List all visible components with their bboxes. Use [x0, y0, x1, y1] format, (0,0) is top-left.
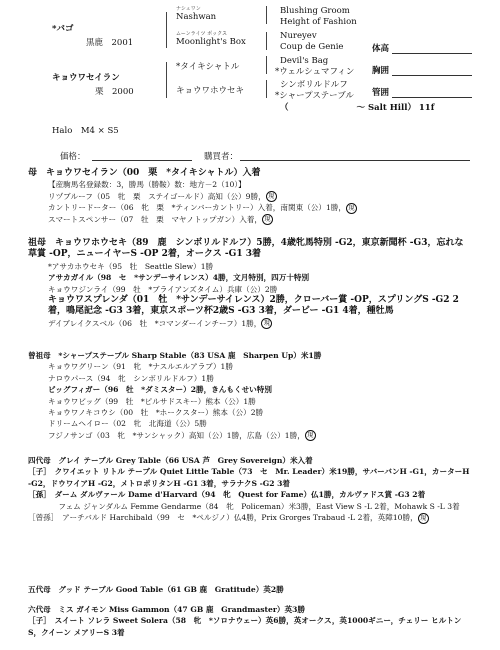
list-item-text: デイブレイクスベル（06 牡 *コマンダーインチーフ）1勝， [48, 318, 262, 328]
list-item: キョウワノキコウシ（00 牡 *ホークスター）熊本（公）2勝 [48, 408, 264, 418]
circle-mark: 現 [266, 191, 277, 202]
sixth-dam-heading: 六代母 ミス ガイモン Miss Gammon（47 GB 鹿 Grandmaster）英3勝 [28, 605, 305, 614]
circle-mark: 現 [261, 318, 272, 329]
sire-dam-ruby: ムーンライツ ボックス [176, 31, 228, 37]
bracket-g2-3 [266, 56, 267, 74]
list-item: ドリームヘイロー（02 牝 北海道（公）5勝 [48, 419, 207, 429]
list-item [28, 191, 472, 203]
price-label: 価格： [60, 152, 86, 162]
cannon-label: 管囲 [372, 88, 390, 98]
list-item [28, 214, 472, 226]
chest-label: 胸囲 [372, 66, 390, 76]
list-item: *アサカホウセキ（95 牡 Seattle Slew）1勝 [48, 261, 214, 271]
fourth-dam-heading: 四代母 グレイ テーブル Grey Table（66 USA 芦 Grey Sovereign）米入着 [28, 456, 313, 465]
list-item: ビッグフィガー（96 牡 *ダミスター）2勝，きんもくせい特別 [48, 385, 272, 395]
list-item: キョウワグリーン（91 牝 *ナスルエルアラブ）1勝 [48, 362, 233, 372]
sire-dam-name: Moonlight's Box [176, 37, 246, 47]
g3-6: *ウェルシュマフィン [275, 67, 355, 77]
dam-sire-name: *タイキシャトル [176, 62, 240, 72]
circle-mark: 現 [262, 214, 273, 225]
circle-mark: 現 [305, 430, 316, 441]
circle-mark: 現 [418, 513, 429, 524]
dam-dam-name: キョウワホウセキ [176, 86, 245, 96]
bracket-dam [166, 62, 167, 98]
dam-heading: 母 キョウワセイラン（00 栗 *タイキシャトル）入着 [28, 168, 261, 178]
list-item-text: カントリードーター（06 牝 栗 *ティンバーカントリー）入着，南関東（公）1勝， [48, 203, 346, 213]
cannon-line [392, 97, 472, 98]
list-item-text: ［曾孫］ アーチバルド Harchibald（99 セ *ペルジノ）仏4勝，Prix Grorges Trabaud -L 2着，英障10勝， [28, 513, 418, 523]
buyer-line [240, 160, 470, 161]
list-item [28, 202, 472, 214]
bracket-sire [166, 12, 167, 48]
fifth-dam-heading: 五代母 グッド テーブル Good Table（61 GB 鹿 Gratitude）英2勝 [28, 585, 284, 594]
list-item: キョウワスプレンダ（01 牡 *サンデーサイレンス）2勝，クローバー賞 -OP，スプリングS -G2 2着，鳴尾記念 -G3 3着，東京スポーツ杯2歳S -G3 3着，ダービー -G1 4着，種牡馬 [48, 295, 459, 317]
list-item-text: リヅブルーフ（05 牝 栗 ステイゴールド）高知（公）9勝， [48, 191, 266, 201]
dam-name: キョウワセイラン [52, 73, 120, 83]
g3-4: Coup de Genie [280, 42, 344, 52]
price-line [92, 160, 192, 161]
g3-extra: （ ～ Salt Hill） 11f [280, 103, 435, 113]
g3-8: *シャープステーブル [275, 91, 354, 101]
dam-coat-year: 栗 2000 [95, 87, 134, 97]
list-item [28, 318, 472, 330]
fifth-dam-section [28, 584, 472, 595]
bracket-g2-1 [266, 6, 267, 24]
sire-coat-year: 黒鹿 2001 [86, 38, 134, 48]
g3-2: Height of Fashion [280, 17, 357, 27]
granddam-heading: 祖母 キョウワホウセキ（89 鹿 シンボリルドルフ）5勝，4歳牝馬特別 -G2，東京新聞杯 -G3，忘れな草賞 -OP，ニューイヤーS -OP 2着，オークス -G1 3着 [28, 238, 464, 260]
sixth-dam-section [28, 604, 472, 638]
buyer-label: 購買者： [204, 152, 239, 162]
dam-section [28, 168, 472, 225]
fourth-dam-section [28, 455, 472, 524]
sire-name: *バゴ [52, 24, 74, 34]
list-item [28, 430, 472, 442]
bracket-g2-4 [266, 80, 267, 98]
height-line [392, 53, 472, 54]
sire-sire-ruby: ナシュワン [176, 6, 201, 12]
list-item-text: フジノサンゴ（03 牝 *サンシャック）高知（公）1勝，広島（公）1勝， [48, 430, 305, 440]
list-item: ［子］ クワイエット リトル テーブル Quiet Little Table（73 セ Mr. Leader）米19勝，サバーバンH -G1，カーターH -G2，ドウワイアH -G2，メトロポリタンH -G1 3着，サラナクS -G2 3着 [28, 467, 470, 488]
great-granddam-section [28, 350, 472, 441]
list-item: フェム ジャンダルム Femme Gendarme（84 牝 Policeman）米3勝，East View S -L 2着，Mohawk S -L 3着 [28, 501, 460, 511]
sire-sire-name: Nashwan [176, 12, 217, 22]
dam-offspring-summary: 【産駒馬名登録数：3，勝馬（勝鞍）数：地方－2（10）】 [48, 180, 246, 190]
g3-1: Blushing Groom [280, 6, 350, 16]
list-item: ［子］ スイート ソレラ Sweet Solera（58 牝 *ソロナウェー）英6勝，英オークス，英1000ギニー，チェリー ヒルトンS，クイーン メアリーS 3着 [28, 616, 462, 637]
bracket-g2-2 [266, 32, 267, 50]
circle-mark: 現 [346, 203, 357, 214]
great-granddam-heading: 曾祖母 *シャープステーブル Sharp Stable（83 USA 鹿 Sharpen Up）米1勝 [28, 351, 322, 360]
list-item: アサカガイル（98 セ *サンデーサイレンス）4勝，文月特別，四万十特別 [48, 273, 310, 283]
granddam-section [28, 238, 472, 329]
g3-5: Devil's Bag [280, 56, 329, 66]
chest-line [392, 75, 472, 76]
list-item: キョウワジンライ（99 牡 *ブライアンズタイム）兵庫（公）2勝 [48, 284, 278, 294]
g3-3: Nureyev [280, 31, 317, 41]
inbreeding: Halo M4 × S5 [52, 126, 119, 136]
list-item: キョウワビッグ（99 牡 *ピルサドスキー）熊本（公）1勝 [48, 396, 256, 406]
g3-7: シンボリルドルフ [280, 80, 348, 90]
height-label: 体高 [372, 44, 390, 54]
list-item-text: スマートスペンサー（07 牡 栗 マヤノトップガン）入着， [48, 214, 263, 224]
list-item: ナロウパース（94 牝 シンボリルドルフ）1勝 [48, 373, 214, 383]
list-item [28, 512, 472, 524]
list-item: ［孫］ ダーム ダルヴァール Dame d'Harvard（94 牝 Quest for Fame）仏1勝，カルヴァドス賞 -G3 2着 [28, 490, 426, 500]
